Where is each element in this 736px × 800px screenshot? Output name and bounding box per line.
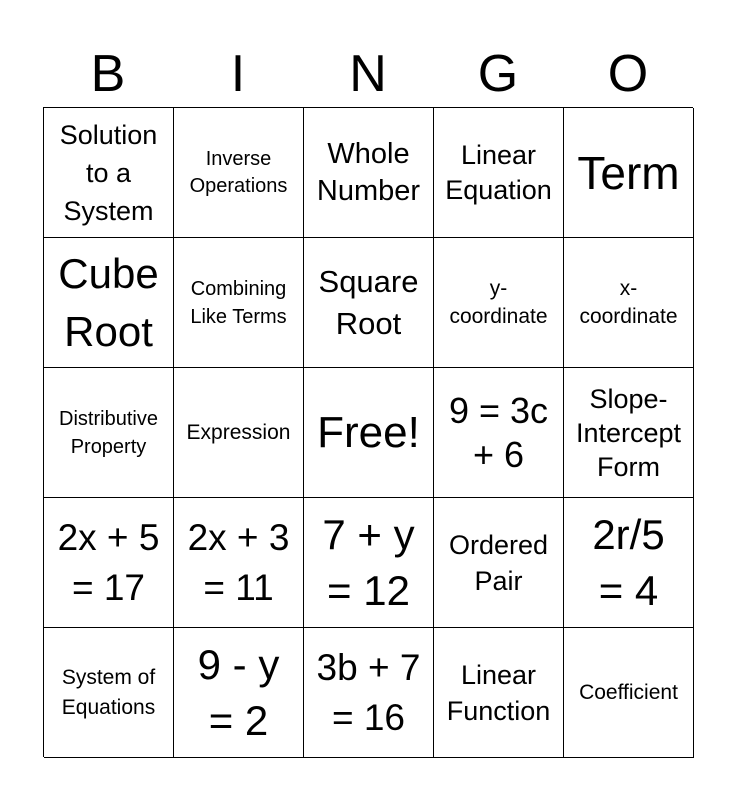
cell-text: Combining Like Terms bbox=[190, 277, 287, 328]
cell-text: 2x + 3 = 11 bbox=[187, 516, 290, 608]
bingo-board bbox=[43, 107, 693, 757]
cell-text: Linear Equation bbox=[445, 139, 552, 205]
bingo-cell-b1[interactable] bbox=[44, 108, 174, 238]
bingo-cell-o4[interactable] bbox=[564, 498, 694, 628]
bingo-cell-n2[interactable] bbox=[304, 238, 434, 368]
bingo-cell-o3[interactable] bbox=[564, 368, 694, 498]
bingo-cell-g3[interactable] bbox=[434, 368, 564, 498]
bingo-cell-n1[interactable] bbox=[304, 108, 434, 238]
cell-text: 9 = 3c + 6 bbox=[448, 389, 549, 475]
cell-text: Slope- Intercept Form bbox=[575, 383, 682, 482]
cell-text: Solution to a System bbox=[59, 119, 158, 226]
bingo-cell-b3[interactable] bbox=[44, 368, 174, 498]
bingo-cell-g1[interactable] bbox=[434, 108, 564, 238]
bingo-cell-g2[interactable] bbox=[434, 238, 564, 368]
bingo-cell-g4[interactable] bbox=[434, 498, 564, 628]
cell-text: Distributive Property bbox=[59, 407, 158, 458]
header-letter-i: I bbox=[230, 45, 246, 103]
header-letter-n: N bbox=[349, 45, 387, 103]
cell-text: Coefficient bbox=[579, 680, 678, 704]
cell-text: Term bbox=[577, 146, 680, 199]
cell-text: Expression bbox=[186, 420, 291, 444]
bingo-cell-g5[interactable] bbox=[434, 628, 564, 758]
bingo-cell-n4[interactable] bbox=[304, 498, 434, 628]
bingo-cell-i5[interactable] bbox=[174, 628, 304, 758]
bingo-cell-n3[interactable] bbox=[304, 368, 434, 498]
header-letter-g: G bbox=[477, 45, 519, 103]
cell-text: 2x + 5 = 17 bbox=[57, 516, 160, 608]
header-letter-o: O bbox=[607, 45, 649, 103]
cell-text: Whole Number bbox=[316, 137, 421, 207]
bingo-cell-n5[interactable] bbox=[304, 628, 434, 758]
cell-text: Square Root bbox=[318, 263, 419, 341]
bingo-cell-o1[interactable] bbox=[564, 108, 694, 238]
bingo-cell-b2[interactable] bbox=[44, 238, 174, 368]
cell-text: 7 + y = 12 bbox=[322, 510, 415, 614]
bingo-cell-o5[interactable] bbox=[564, 628, 694, 758]
bingo-cell-i2[interactable] bbox=[174, 238, 304, 368]
cell-text: System of Equations bbox=[61, 665, 156, 719]
cell-text: Inverse Operations bbox=[189, 147, 288, 197]
bingo-header bbox=[43, 40, 693, 108]
cell-text: Free! bbox=[317, 407, 420, 457]
cell-text: Linear Function bbox=[446, 659, 551, 726]
cell-text: 9 - y = 2 bbox=[197, 640, 280, 744]
bingo-cell-b5[interactable] bbox=[44, 628, 174, 758]
bingo-cell-i4[interactable] bbox=[174, 498, 304, 628]
cell-text: Ordered Pair bbox=[448, 529, 549, 596]
cell-text: Cube Root bbox=[58, 249, 159, 355]
cell-text: 3b + 7 = 16 bbox=[316, 646, 421, 738]
bingo-cell-o2[interactable] bbox=[564, 238, 694, 368]
bingo-cell-i3[interactable] bbox=[174, 368, 304, 498]
cell-text: x- coordinate bbox=[579, 276, 678, 328]
cell-text: 2r/5 = 4 bbox=[592, 510, 665, 614]
cell-text: y- coordinate bbox=[449, 276, 548, 328]
header-letter-b: B bbox=[90, 45, 126, 103]
bingo-cell-b4[interactable] bbox=[44, 498, 174, 628]
bingo-cell-i1[interactable] bbox=[174, 108, 304, 238]
